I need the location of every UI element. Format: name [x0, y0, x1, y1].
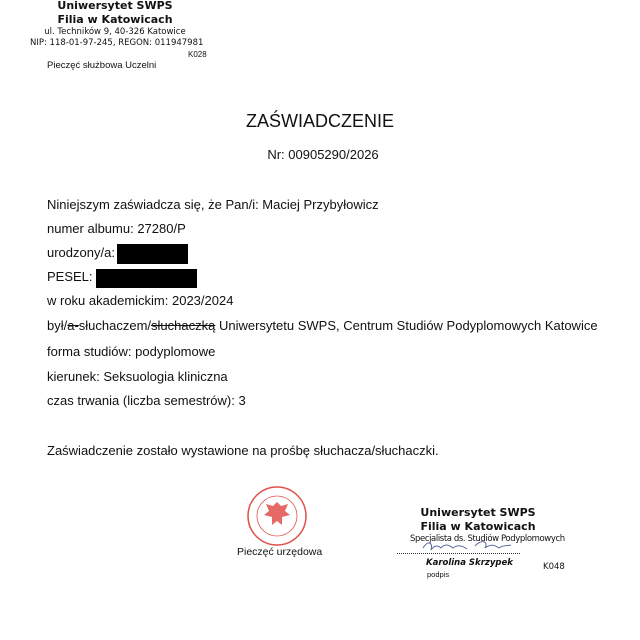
signature-branch: Filia w Katowicach [420, 520, 536, 533]
signature-name: Karolina Skrzypek [426, 558, 513, 568]
signature-role: Specjalista ds. Studiów Podyplomowych [410, 534, 565, 544]
status-text: Uniwersytetu SWPS, Centrum Studiów Podyplomowych Katowice [215, 318, 598, 333]
header-address: ul. Techników 9, 40-326 Katowice [44, 27, 186, 37]
official-stamp-label: Pieczęć urzędowa [237, 546, 323, 558]
document-number: Nr: 00905290/2026 [267, 147, 379, 162]
status-strike: a- [67, 318, 79, 333]
header-branch: Filia w Katowicach [57, 13, 173, 26]
album-line: numer albumu: 27280/P [47, 221, 186, 236]
header-university: Uniwersytet SWPS [57, 0, 173, 12]
redaction-pesel [96, 269, 197, 288]
closing-line: Zaświadczenie zostało wystawione na prośbę słuchacza/słuchaczki. [47, 443, 439, 458]
signature-university: Uniwersytet SWPS [420, 506, 536, 519]
born-label: urodzony/a: [47, 245, 115, 260]
official-stamp-icon [246, 485, 308, 547]
duration-line: czas trwania (liczba semestrów): 3 [47, 393, 246, 408]
handwritten-signature-icon [420, 538, 520, 552]
header-code: K028 [188, 50, 207, 59]
intro-line: Niniejszym zaświadcza się, że Pan/i: Maciej Przybyłowicz [47, 197, 379, 212]
pesel-label: PESEL: [47, 269, 93, 284]
field-line: kierunek: Seksuologia kliniczna [47, 369, 228, 384]
status-strike: słuchaczką [151, 318, 216, 333]
status-text: słuchaczem/ [78, 318, 152, 333]
status-line [47, 319, 598, 333]
signature-code: K048 [543, 562, 565, 572]
status-text: był/ [47, 318, 68, 333]
form-line: forma studiów: podyplomowe [47, 344, 216, 359]
document-title: ZAŚWIADCZENIE [245, 111, 394, 131]
signature-caption: podpis [427, 570, 450, 579]
year-line: w roku akademickim: 2023/2024 [47, 293, 234, 308]
signature-line [397, 553, 520, 554]
redaction-birth [117, 244, 188, 264]
header-stamp-label: Pieczęć służbowa Uczelni [47, 60, 157, 71]
header-ids: NIP: 118-01-97-245, REGON: 011947981 [30, 38, 204, 48]
